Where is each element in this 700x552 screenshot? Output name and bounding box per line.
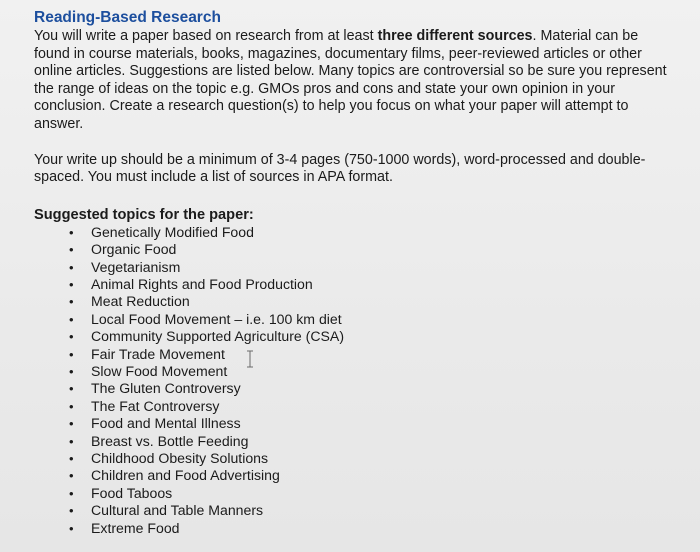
bullet-icon: • (69, 416, 74, 432)
list-item (34, 433, 674, 450)
topic-label: Slow Food Movement (91, 363, 228, 379)
bullet-icon: • (69, 433, 74, 449)
bullet-icon: • (69, 398, 74, 414)
topic-label: Food Taboos (91, 484, 173, 501)
list-item (34, 467, 674, 484)
list-item (34, 241, 674, 258)
list-item (34, 311, 674, 328)
list-item (34, 398, 674, 415)
topic-label: Breast vs. Bottle Feeding (91, 432, 249, 449)
list-item (34, 328, 674, 345)
bullet-icon: • (69, 294, 74, 310)
list-item (34, 380, 674, 397)
bullet-icon: • (69, 503, 74, 519)
bullet-icon: • (69, 311, 74, 327)
topic-label: Fair Trade Movement (91, 345, 225, 362)
list-item (34, 363, 674, 380)
topic-label: Animal Rights and Food Production (91, 275, 313, 292)
topics-title: Suggested topics for the paper: (34, 206, 254, 223)
intro-bold-text: three different sources (377, 28, 533, 44)
bullet-icon: • (69, 242, 74, 258)
intro-paragraph (34, 28, 674, 134)
bullet-icon: • (69, 276, 74, 292)
list-item (34, 520, 674, 537)
list-item (34, 224, 674, 241)
list-item (34, 415, 674, 432)
document-content (34, 8, 674, 537)
topic-label: Local Food Movement – i.e. 100 km diet (91, 310, 342, 327)
topic-label: Vegetarianism (91, 258, 181, 275)
bullet-icon: • (69, 364, 74, 379)
topic-label: Organic Food (91, 241, 177, 258)
topic-label: Childhood Obesity Solutions (91, 450, 269, 467)
bullet-icon: • (69, 329, 74, 345)
bullet-icon: • (69, 346, 74, 362)
bullet-icon: • (69, 485, 74, 501)
intro-text-start: You will write a paper based on research from at least (34, 28, 378, 44)
bullet-icon: • (69, 224, 74, 240)
topics-list (34, 224, 674, 537)
bullet-icon: • (69, 259, 74, 275)
list-item (34, 346, 674, 363)
topic-label: Children and Food Advertising (91, 467, 280, 484)
text-cursor-icon (245, 350, 255, 368)
list-item (34, 485, 674, 502)
bullet-icon: • (69, 520, 74, 536)
topic-label: Extreme Food (91, 519, 180, 536)
section-heading: Reading-Based Research (34, 9, 221, 26)
topic-label: The Fat Controversy (91, 397, 220, 414)
topic-label: Food and Mental Illness (91, 415, 241, 432)
list-item (34, 293, 674, 310)
topic-label: Community Supported Agriculture (CSA) (91, 328, 345, 345)
topic-label: Genetically Modified Food (91, 223, 254, 240)
list-item (34, 276, 674, 293)
bullet-icon: • (69, 468, 74, 484)
list-item (34, 502, 674, 519)
list-item (34, 259, 674, 276)
requirements-paragraph: Your write up should be a minimum of 3-4 pages (750-1000 words), word-processed and double- spaced. You must include a list of sources in APA format. (34, 151, 646, 186)
bullet-icon: • (69, 381, 74, 397)
topic-label: The Gluten Controversy (91, 380, 241, 397)
topic-label: Meat Reduction (91, 293, 190, 310)
list-item (34, 450, 674, 467)
topic-label: Cultural and Table Manners (91, 502, 264, 519)
bullet-icon: • (69, 451, 74, 467)
intro-text-end: . Material can be found in course materials, books, magazines, documentary films, peer-reviewed articles or other online articles. Suggestions are listed below. Many topics are controversial so be sure you represent the range of ideas on the topic e.g. GMOs pros and cons and state your own opinion in your conclusion. Create a research question(s) to help you focus on what your paper will attempt to answer. (34, 28, 667, 132)
